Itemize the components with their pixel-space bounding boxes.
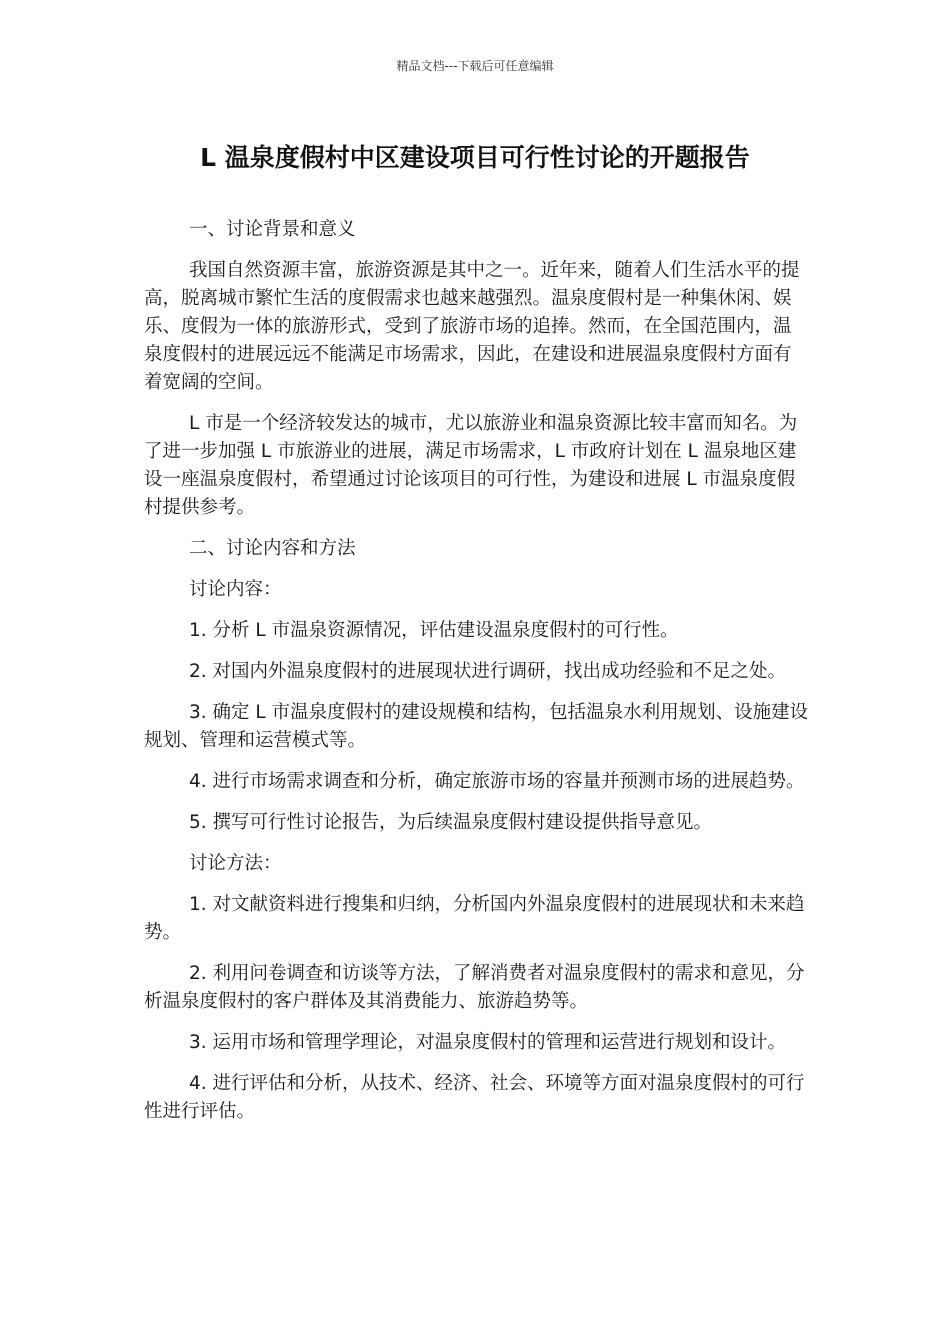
content-item-4: 4. 进行市场需求调查和分析，确定旅游市场的容量并预测市场的进展趋势。 — [189, 771, 805, 792]
content-item-3: 3. 确定 L 市温泉度假村的建设规模和结构，包括温泉水利用规划、设施建设规划、管理和运营模式等。 — [144, 702, 809, 751]
content-item-1: 1. 分析 L 市温泉资源情况，评估建设温泉度假村的可行性。 — [189, 620, 679, 641]
document-body — [144, 216, 809, 1139]
method-item-4: 4. 进行评估和分析，从技术、经济、社会、环境等方面对温泉度假村的可行性进行评估。 — [144, 1073, 805, 1122]
method-item-2: 2. 利用问卷调查和访谈等方法，了解消费者对温泉度假村的需求和意见，分析温泉度假村的客户群体及其消费能力、旅游趋势等。 — [144, 963, 805, 1012]
document-title: L 温泉度假村中区建设项目可行性讨论的开题报告 — [200, 143, 750, 172]
section-heading-content-methods: 二、讨论内容和方法 — [189, 538, 356, 559]
paragraph-background-1: 我国自然资源丰富，旅游资源是其中之一。近年来，随着人们生活水平的提高，脱离城市繁忙生活的度假需求也越来越强烈。温泉度假村是一种集休闲、娱乐、度假为一体的旅游形式，受到了旅游市场的追捧。然而，在全国范围内，温泉度假村的进展远远不能满足市场需求，因此，在建设和进展温泉度假村方面有着宽阔的空间。 — [144, 260, 800, 393]
paragraph-background-2: L 市是一个经济较发达的城市，尤以旅游业和温泉资源比较丰富而知名。为了进一步加强 L 市旅游业的进展，满足市场需求，L 市政府计划在 L 温泉地区建设一座温泉度假村，希望通过讨论该项目的可行性，为建设和进展 L 市温泉度假村提供参考。 — [144, 413, 798, 518]
header-note: 精品文档---下载后可任意编辑 — [396, 59, 554, 73]
method-item-3: 3. 运用市场和管理学理论，对温泉度假村的管理和运营进行规划和设计。 — [189, 1032, 787, 1053]
subheading-methods: 讨论方法： — [189, 853, 282, 874]
content-item-5: 5. 撰写可行性讨论报告，为后续温泉度假村建设提供指导意见。 — [189, 812, 713, 833]
content-item-2: 2. 对国内外温泉度假村的进展现状进行调研，找出成功经验和不足之处。 — [189, 661, 787, 682]
method-item-1: 1. 对文献资料进行搜集和归纳，分析国内外温泉度假村的进展现状和未来趋势。 — [144, 894, 805, 943]
section-heading-background: 一、讨论背景和意义 — [189, 219, 356, 240]
subheading-content: 讨论内容： — [189, 579, 282, 600]
